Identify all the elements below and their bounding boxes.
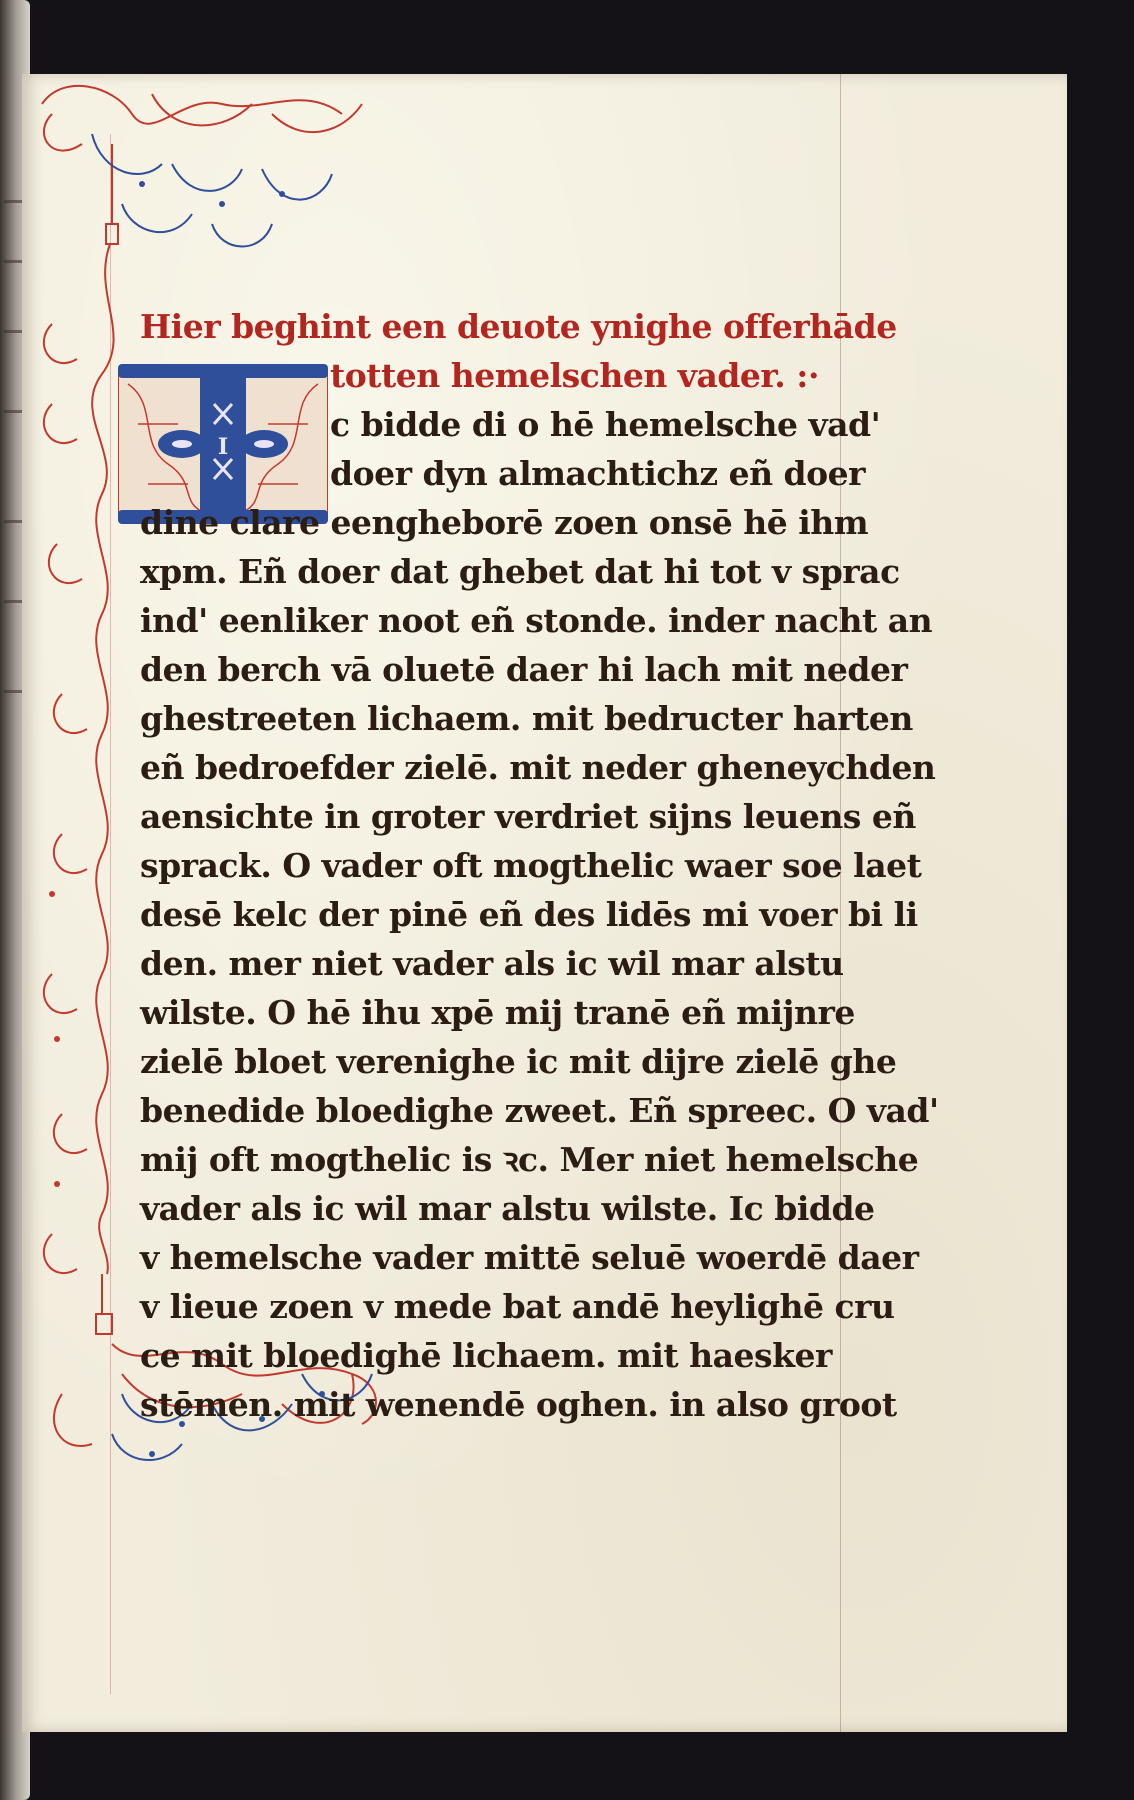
- manuscript-page: [22, 74, 1067, 1732]
- heading-line: Hier beghint een deuote ynighe offerhāde: [140, 307, 897, 346]
- text-line: den berch vā oluetē daer hi lach mit neder: [140, 650, 908, 689]
- text-line: aensichte in groter verdriet sijns leuens eñ: [140, 797, 916, 836]
- text-line: v hemelsche vader mittē seluē woerdē daer: [140, 1238, 919, 1277]
- text-line: zielē bloet verenighe ic mit dijre zielē ghe: [140, 1042, 897, 1081]
- text-line: ind' eenliker noot eñ stonde. inder nacht an: [140, 601, 933, 640]
- text-line: dine clare eengheborē zoen onsē hē ihm: [140, 503, 869, 542]
- initial-letter: I: [217, 434, 229, 460]
- text-line: desē kelc der pinē eñ des lidēs mi voer bi li: [140, 895, 918, 934]
- text-line: c bidde di o hē hemelsche vad': [330, 405, 881, 444]
- text-line: benedide bloedighe zweet. Eñ spreec. O vad': [140, 1091, 939, 1130]
- text-line: sprack. O vader oft mogthelic waer soe laet: [140, 846, 922, 885]
- text-line: eñ bedroefder zielē. mit neder gheneychden: [140, 748, 936, 787]
- text-line: ghestreeten lichaem. mit bedructer harten: [140, 699, 913, 738]
- heading-line: totten hemelschen vader. :·: [330, 356, 819, 395]
- text-line: vader als ic wil mar alstu wilste. Ic bidde: [140, 1189, 875, 1228]
- text-line: mij oft mogthelic is ꝛc. Mer niet hemelsche: [140, 1140, 919, 1179]
- text-column: [140, 302, 939, 1429]
- text-line: xpm. Eñ doer dat ghebet dat hi tot v sprac: [140, 552, 900, 591]
- text-line: ce mit bloedighē lichaem. mit haesker: [140, 1336, 832, 1375]
- text-line: wilste. O hē ihu xpē mij tranē eñ mijnre: [140, 993, 855, 1032]
- text-line: v lieue zoen v mede bat andē heylighē cru: [140, 1287, 895, 1326]
- text-line: stēmen. mit wenendē oghen. in also groot: [140, 1385, 897, 1424]
- text-line: doer dyn almachtichz eñ doer: [330, 454, 866, 493]
- text-line: den. mer niet vader als ic wil mar alstu: [140, 944, 844, 983]
